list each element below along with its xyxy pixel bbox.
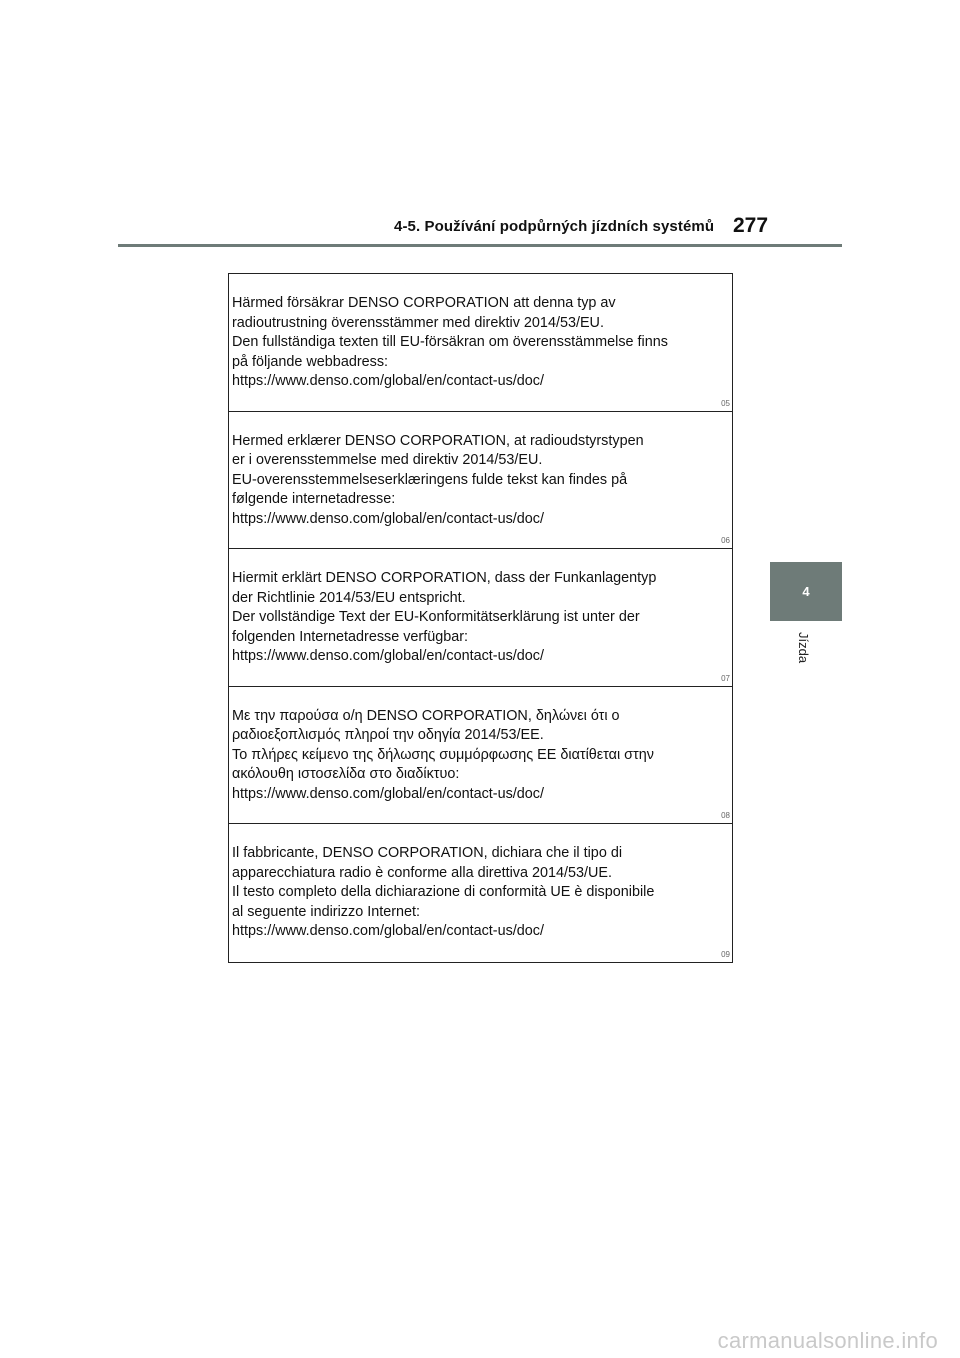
url-line[interactable]: https://www.denso.com/global/en/contact-us/doc/	[232, 648, 544, 664]
chapter-number: 4	[802, 584, 810, 599]
section-code: 06	[721, 536, 730, 545]
url-line[interactable]: https://www.denso.com/global/en/contact-us/doc/	[232, 373, 544, 389]
text-line: Il testo completo della dichiarazione di conformità UE è disponibile	[232, 884, 655, 900]
page-number: 277	[733, 214, 769, 237]
footer-watermark: carmanualsonline.info	[717, 1328, 938, 1353]
declaration-text	[232, 707, 722, 805]
declaration-swedish	[229, 274, 732, 412]
declaration-german	[229, 549, 732, 687]
header-rule	[118, 244, 842, 247]
section-code: 07	[721, 673, 730, 683]
url-line[interactable]: https://www.denso.com/global/en/contact-us/doc/	[232, 785, 544, 802]
declaration-text	[232, 294, 722, 392]
text-line: er i overensstemmelse med direktiv 2014/53/EU.	[232, 452, 543, 468]
text-line: Με την παρούσα ο/η DENSO CORPORATION, δηλώνει ότι ο	[232, 707, 620, 724]
section-code: 05	[721, 398, 730, 408]
section-code: 08	[721, 811, 730, 820]
text-line: Den fullständiga texten till EU-försäkran om överensstämmelse finns	[232, 334, 668, 350]
declaration-text	[232, 844, 722, 942]
chapter-label: Jízda	[796, 632, 811, 664]
text-line: al seguente indirizzo Internet:	[232, 903, 420, 920]
text-line: radioutrustning överensstämmer med direktiv 2014/53/EU.	[232, 314, 604, 331]
declaration-text	[232, 432, 722, 530]
text-line: apparecchiatura radio è conforme alla direttiva 2014/53/UE.	[232, 864, 612, 881]
text-line: følgende internetadresse:	[232, 491, 396, 507]
declaration-danish	[229, 412, 732, 550]
url-line[interactable]: https://www.denso.com/global/en/contact-us/doc/	[232, 510, 544, 527]
text-line: på följande webbadress:	[232, 353, 389, 370]
text-line: Härmed försäkrar DENSO CORPORATION att denna typ av	[232, 295, 616, 311]
declaration-box	[228, 273, 733, 963]
section-title: 4-5. Používání podpůrných jízdních systémů	[394, 218, 715, 235]
text-line: Hermed erklærer DENSO CORPORATION, at radioudstyrstypen	[232, 432, 644, 449]
declaration-greek	[229, 687, 732, 825]
text-line: Το πλήρες κείμενο της δήλωσης συμμόρφωσης ΕΕ διατίθεται στην	[232, 746, 654, 763]
text-line: ραδιοεξοπλισμός πληροί την οδηγία 2014/53/ΕΕ.	[232, 727, 544, 743]
text-line: ακόλουθη ιστοσελίδα στο διαδίκτυο:	[232, 766, 460, 782]
text-line: Der vollständige Text der EU-Konformitätserklärung ist unter der	[232, 609, 640, 625]
text-line: der Richtlinie 2014/53/EU entspricht.	[232, 589, 466, 606]
text-line: folgenden Internetadresse verfügbar:	[232, 628, 469, 645]
declaration-text	[232, 569, 722, 667]
url-line[interactable]: https://www.denso.com/global/en/contact-us/doc/	[232, 923, 544, 939]
chapter-tab[interactable]	[770, 562, 842, 621]
text-line: Hiermit erklärt DENSO CORPORATION, dass der Funkanlagentyp	[232, 570, 657, 586]
text-line: Il fabbricante, DENSO CORPORATION, dichiara che il tipo di	[232, 845, 623, 861]
declaration-italian	[229, 824, 732, 962]
section-code: 09	[721, 949, 730, 959]
text-line: EU-overensstemmelseserklæringens fulde tekst kan findes på	[232, 471, 628, 488]
